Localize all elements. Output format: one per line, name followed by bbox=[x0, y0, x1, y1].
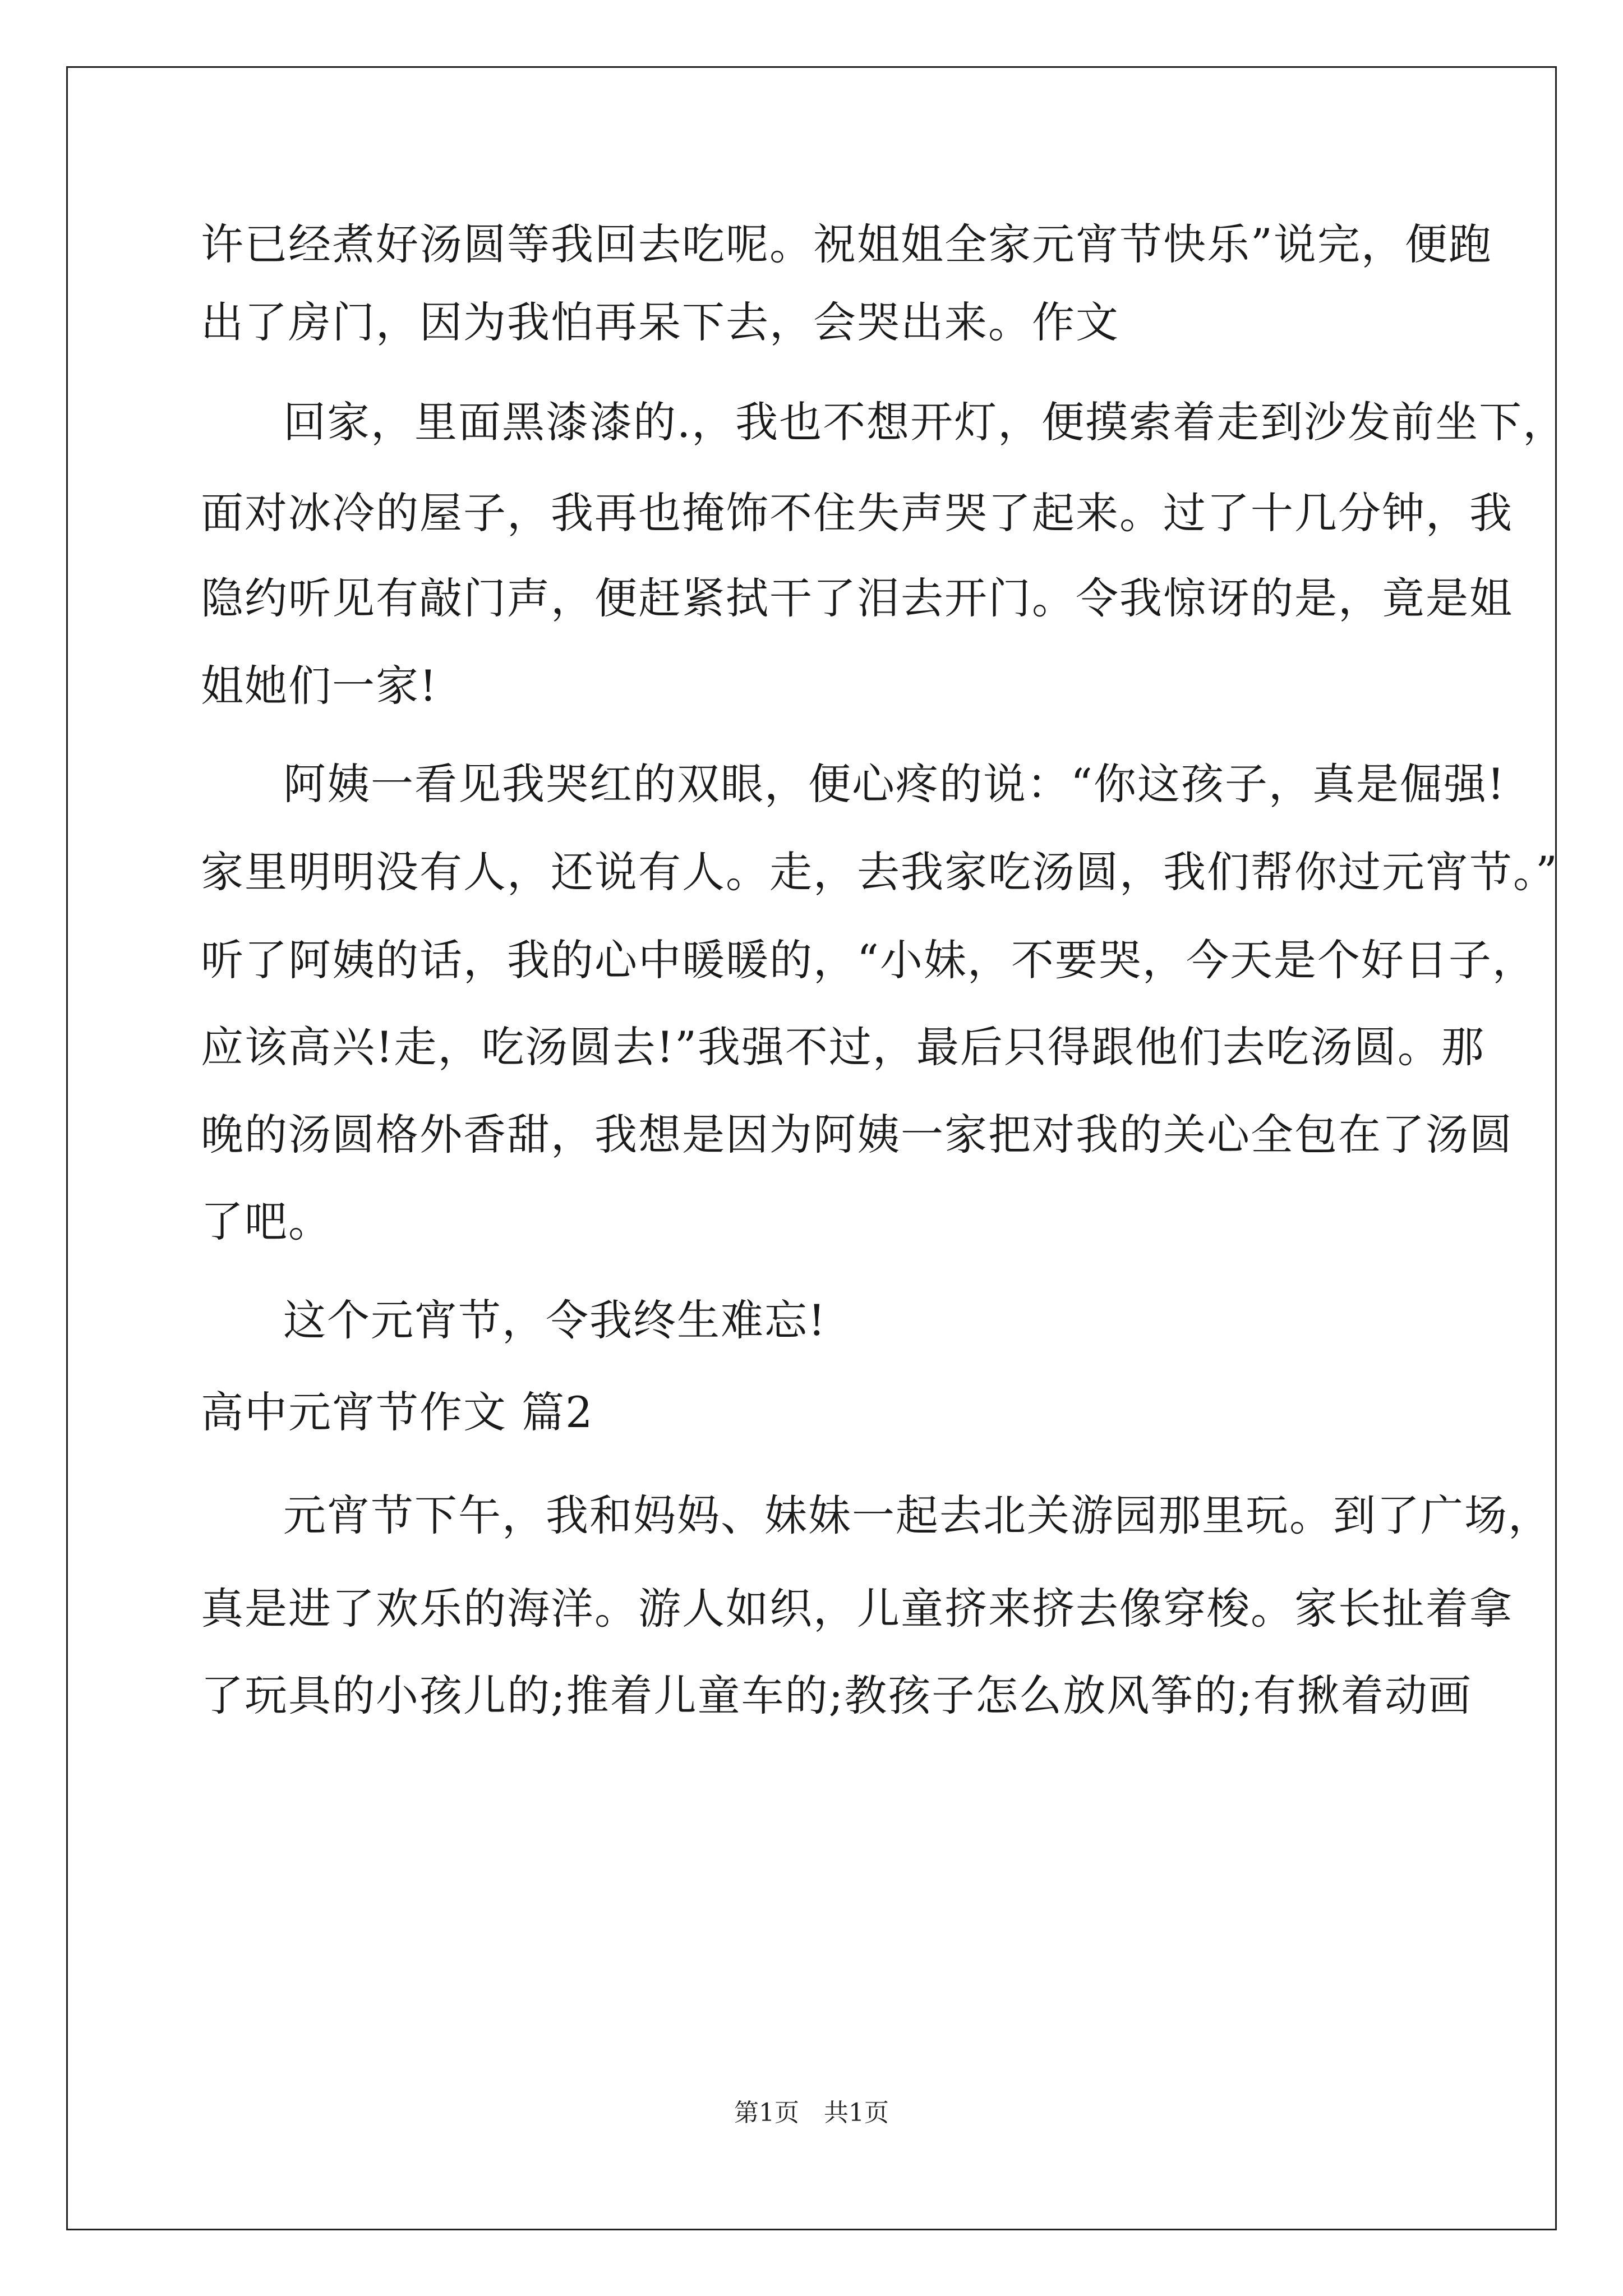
text-line: 家里明明没有人，还说有人。走，去我家吃汤圆，我们帮你过元宵节。” bbox=[201, 847, 1559, 897]
text-line: 应该高兴!走，吃汤圆去!”我强不过，最后只得跟他们去吃汤圆。那 bbox=[201, 1022, 1485, 1072]
text-line: 了吧。 bbox=[201, 1197, 332, 1246]
text-line: 面对冰冷的屋子，我再也掩饰不住失声哭了起来。过了十几分钟，我 bbox=[201, 488, 1513, 538]
paragraph-start-line: 回家，里面黑漆漆的.，我也不想开灯，便摸索着走到沙发前坐下， bbox=[283, 397, 1567, 447]
text-line: 晚的汤圆格外香甜，我想是因为阿姨一家把对我的关心全包在了汤圆 bbox=[201, 1110, 1513, 1159]
text-line: 听了阿姨的话，我的心中暖暖的，“小妹，不要哭，今天是个好日子， bbox=[201, 935, 1536, 985]
text-line: 出了房门，因为我怕再呆下去，会哭出来。作文 bbox=[201, 297, 1119, 347]
text-line: 真是进了欢乐的海洋。游人如织，儿童挤来挤去像穿梭。家长扯着拿 bbox=[201, 1584, 1513, 1634]
text-line: 许已经煮好汤圆等我回去吃呢。祝姐姐全家元宵节快乐”说完，便跑 bbox=[201, 219, 1492, 269]
paragraph-start-line: 这个元宵节，令我终生难忘! bbox=[283, 1295, 827, 1345]
paragraph-start-line: 元宵节下午，我和妈妈、妹妹一起去北关游园那里玩。到了广场， bbox=[283, 1490, 1552, 1540]
page-footer: 第1页 共1页 bbox=[734, 2099, 889, 2127]
section-heading: 高中元宵节作文 篇2 bbox=[201, 1387, 594, 1437]
text-line: 了玩具的小孩儿的;推着儿童车的;教孩子怎么放风筝的;有揪着动画 bbox=[201, 1671, 1472, 1720]
paragraph-start-line: 阿姨一看见我哭红的双眼，便心疼的说：“你这孩子，真是倔强! bbox=[283, 759, 1506, 809]
text-line: 姐她们一家! bbox=[201, 661, 438, 711]
text-line: 隐约听见有敲门声，便赶紧拭干了泪去开门。令我惊讶的是，竟是姐 bbox=[201, 573, 1513, 623]
